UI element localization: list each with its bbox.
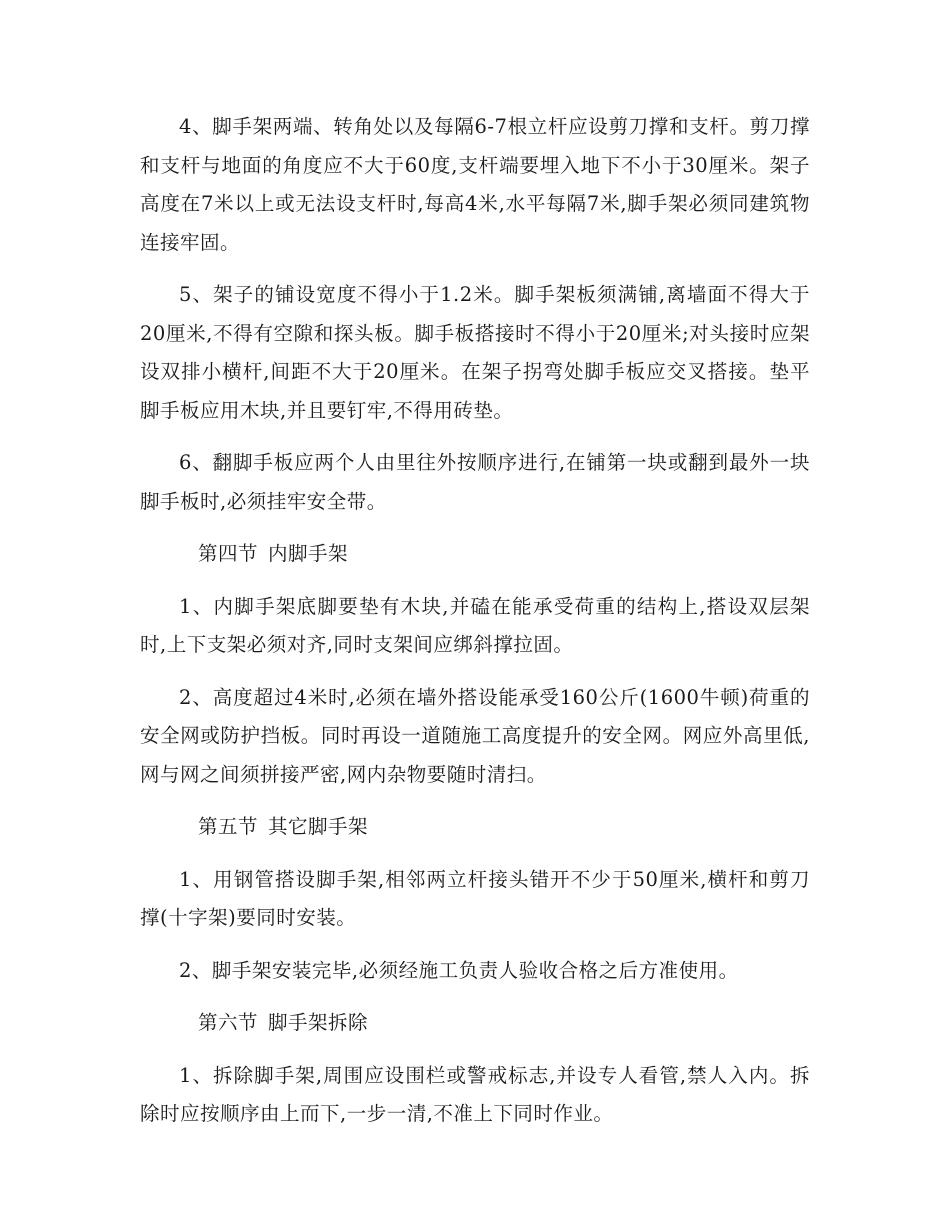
section-heading-4 [198, 535, 810, 574]
paragraph-item-6: 6、翻脚手板应两个人由里往外按顺序进行,在铺第一块或翻到最外一块脚手板时,必须挂牢安全带。 [140, 451, 810, 513]
section-title: 内脚手架 [268, 542, 349, 565]
paragraph-item: 2、高度超过4米时,必须在墙外搭设能承受160公斤(1600牛顿)荷重的安全网或防护挡板。同时再设一道随施工高度提升的安全网。网应外高里低,网与网之间须拼接严密,网内杂物要随时清扫。 [140, 685, 810, 786]
section-heading-5 [198, 808, 810, 847]
section-number: 第四节 [198, 542, 259, 565]
paragraph-item: 1、用钢管搭设脚手架,相邻两立杆接头错开不少于50厘米,横杆和剪刀撑(十字架)要同时安装。 [140, 867, 810, 929]
section-number: 第五节 [198, 815, 259, 838]
document-body [140, 108, 810, 1148]
section-title: 其它脚手架 [268, 815, 369, 838]
section-heading-6 [198, 1004, 810, 1043]
paragraph-item: 2、脚手架安装完毕,必须经施工负责人验收合格之后方准使用。 [179, 958, 739, 982]
paragraph-item-5: 5、架子的铺设宽度不得小于1.2米。脚手架板须满铺,离墙面不得大于20厘米,不得有空隙和探头板。脚手板搭接时不得小于20厘米;对头接时应架设双排小横杆,间距不大于20厘米。在架子拐弯处脚手板应交叉搭接。垫平脚手板应用木块,并且要钉牢,不得用砖垫。 [140, 283, 810, 422]
paragraph-item: 1、拆除脚手架,周围应设围栏或警戒标志,并设专人看管,禁人入内。拆除时应按顺序由上而下,一步一清,不准上下同时作业。 [140, 1063, 810, 1125]
paragraph-item: 1、内脚手架底脚要垫有木块,并磕在能承受荷重的结构上,搭设双层架时,上下支架必须对齐,同时支架间应绑斜撑拉固。 [140, 594, 810, 656]
section-title: 脚手架拆除 [268, 1011, 369, 1034]
paragraph-item-4: 4、脚手架两端、转角处以及每隔6-7根立杆应设剪刀撑和支杆。剪刀撑和支杆与地面的角度应不大于60度,支杆端要埋入地下不小于30厘米。架子高度在7米以上或无法设支杆时,每高4米,水平每隔7米,脚手架必须同建筑物连接牢固。 [140, 115, 810, 254]
section-number: 第六节 [198, 1011, 259, 1034]
